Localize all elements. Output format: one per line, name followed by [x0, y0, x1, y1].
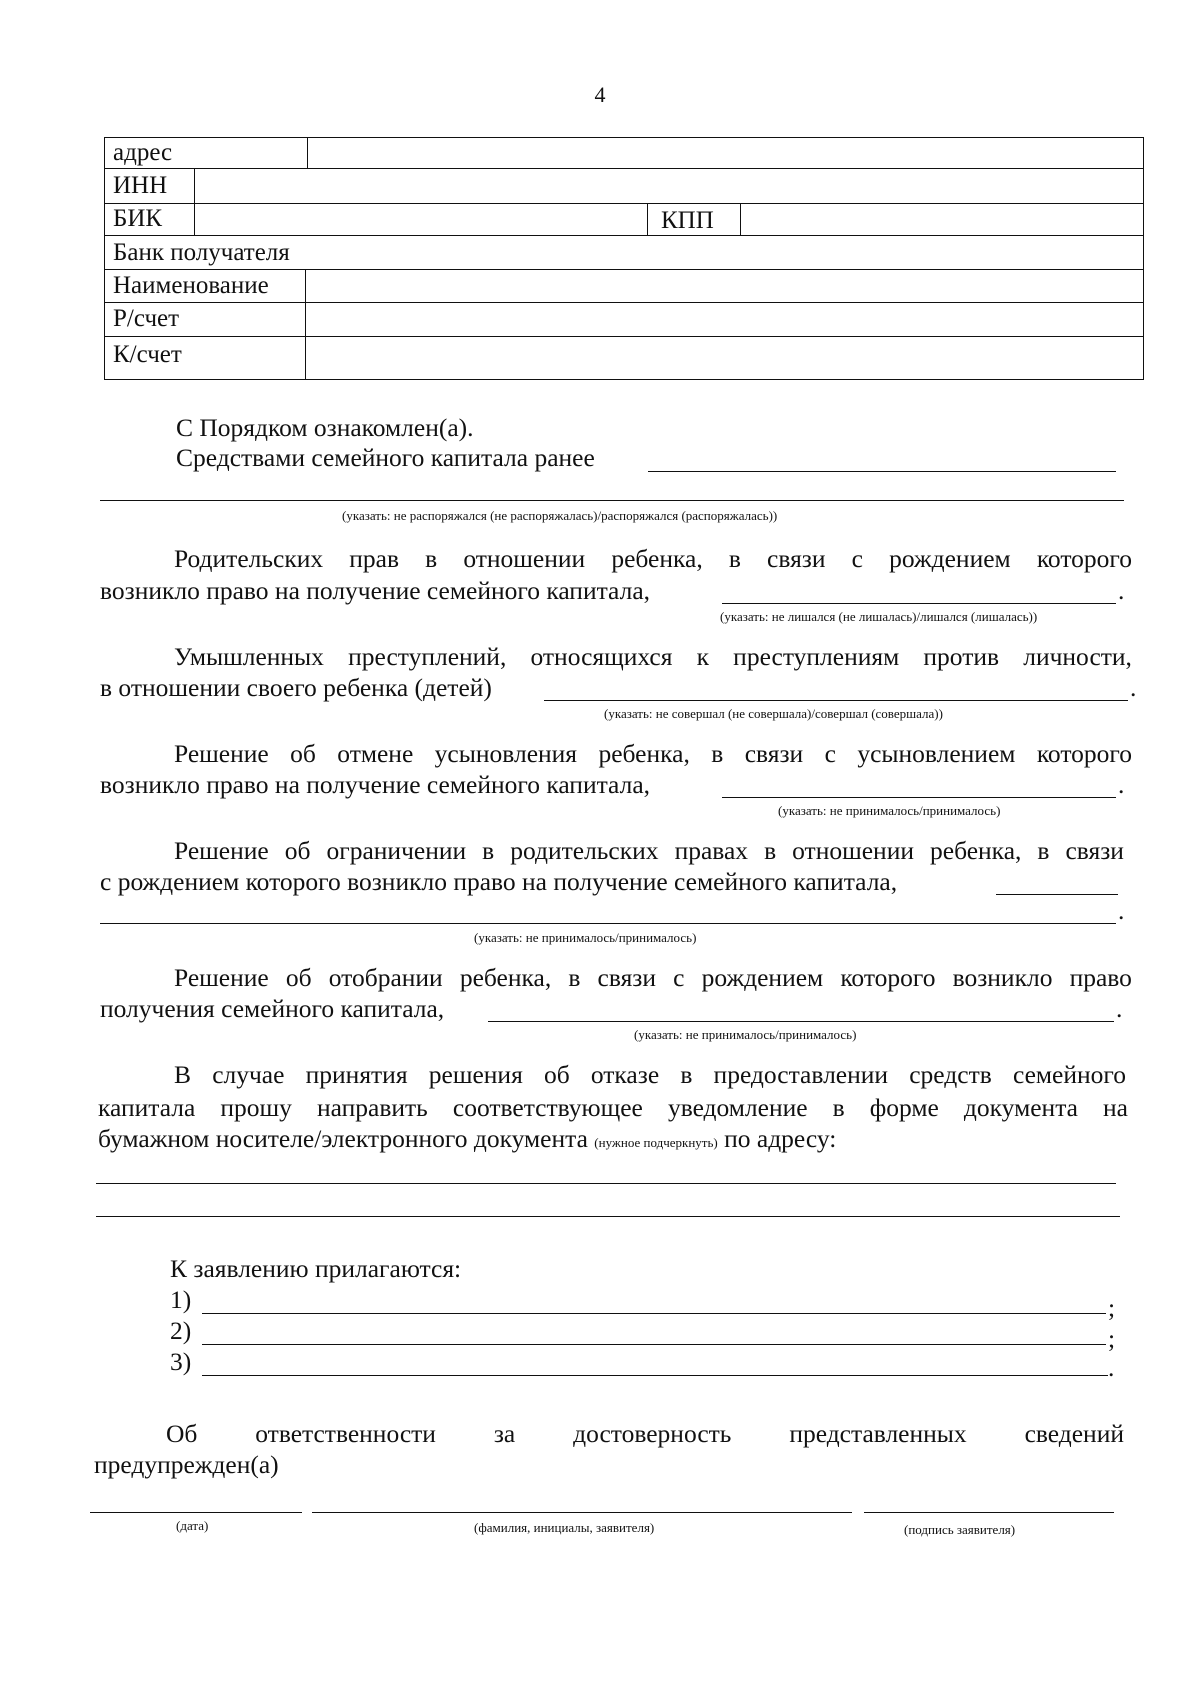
p7-line2: капитала прошу направить соответствующее уведомление в форме документа на	[98, 1093, 1128, 1122]
row-bik	[105, 204, 1143, 236]
p4-line2: возникло право на получение семейного капитала,	[100, 770, 651, 799]
label-kpp: КПП	[661, 207, 714, 234]
label-name: Наименование	[113, 272, 269, 299]
attachment-end-2: ;	[1108, 1324, 1116, 1353]
field-name[interactable]	[307, 270, 1143, 302]
p3-line2: в отношении своего ребенка (детей)	[100, 673, 492, 702]
p1-line1: С Порядком ознакомлен(а).	[176, 413, 474, 442]
p2-line1: Родительских прав в отношении ребенка, в связи с рождением которого	[174, 544, 1132, 573]
date-line[interactable]	[90, 1512, 302, 1513]
p2-dot: .	[1118, 576, 1125, 605]
p4-line1: Решение об отмене усыновления ребенка, в связи с усыновлением которого	[174, 739, 1132, 768]
p6-dot: .	[1116, 994, 1123, 1023]
signature-label: (подпись заявителя)	[904, 1522, 1016, 1537]
field-inn[interactable]	[196, 169, 1143, 203]
address-line-2[interactable]	[96, 1216, 1120, 1217]
p2-line2: возникло право на получение семейного капитала,	[100, 576, 651, 605]
p5-line1: Решение об ограничении в родительских правах в отношении ребенка, в связи	[174, 836, 1124, 865]
p2-answer-line[interactable]	[722, 603, 1116, 604]
p6-line1: Решение об отобрании ребенка, в связи с рождением которого возникло право	[174, 963, 1132, 992]
p3-dot: .	[1130, 673, 1137, 702]
p1-line2: Средствами семейного капитала ранее	[176, 443, 595, 472]
field-rs[interactable]	[307, 303, 1143, 336]
p8-line2: предупрежден(а)	[94, 1450, 279, 1479]
attachment-num-3: 3)	[170, 1347, 192, 1376]
fio-label: (фамилия, инициалы, заявителя)	[474, 1520, 655, 1535]
row-rs	[105, 303, 1143, 337]
p5-answer-line-2[interactable]	[100, 923, 1116, 924]
signature-line[interactable]	[864, 1512, 1114, 1513]
address-line-1[interactable]	[96, 1183, 1116, 1184]
row-ks	[105, 337, 1143, 379]
row-address	[105, 138, 1143, 169]
p5-line2: с рождением которого возникло право на получение семейного капитала,	[100, 867, 898, 896]
p5-hint: (указать: не принималось/принималось)	[474, 930, 697, 945]
p8-line1: Об ответственности за достоверность представленных сведений	[166, 1419, 1124, 1448]
attachments-title: К заявлению прилагаются:	[170, 1254, 462, 1283]
p4-hint: (указать: не принималось/принималось)	[778, 803, 1001, 818]
p7-line3: бумажном носителе/электронного документа (нужное подчеркнуть) по адресу:	[98, 1124, 837, 1153]
p4-answer-line[interactable]	[722, 797, 1116, 798]
label-rs: Р/счет	[113, 305, 180, 332]
attachment-line-2[interactable]	[202, 1344, 1106, 1345]
p4-dot: .	[1118, 770, 1125, 799]
field-ks[interactable]	[307, 337, 1143, 379]
p6-line2: получения семейного капитала,	[100, 994, 445, 1023]
bank-details-table	[104, 137, 1144, 380]
fio-line[interactable]	[312, 1512, 852, 1513]
page-number: 4	[594, 82, 606, 107]
attachment-num-2: 2)	[170, 1316, 192, 1345]
attachment-num-1: 1)	[170, 1285, 192, 1314]
p5-answer-line[interactable]	[996, 894, 1118, 895]
label-bank: Банк получателя	[113, 239, 290, 266]
attachment-line-3[interactable]	[202, 1375, 1108, 1376]
p3-hint: (указать: не совершал (не совершала)/совершал (совершала))	[604, 706, 943, 721]
p1-answer-line[interactable]	[648, 471, 1116, 472]
p6-hint: (указать: не принималось/принималось)	[634, 1027, 857, 1042]
date-label: (дата)	[176, 1518, 209, 1533]
p1-answer-line-2[interactable]	[100, 500, 1124, 501]
p3-line1: Умышленных преступлений, относящихся к преступлениям против личности,	[174, 642, 1132, 671]
label-bik: БИК	[113, 205, 163, 232]
row-name	[105, 270, 1143, 303]
p7-line1: В случае принятия решения об отказе в предоставлении средств семейного	[174, 1060, 1126, 1089]
p6-answer-line[interactable]	[488, 1021, 1114, 1022]
field-bik[interactable]	[196, 204, 646, 235]
row-bank	[105, 236, 1143, 270]
field-address[interactable]	[309, 138, 1143, 168]
label-address: адрес	[113, 139, 173, 166]
p1-hint: (указать: не распоряжался (не распоряжалась)/распоряжался (распоряжалась))	[342, 508, 778, 523]
field-kpp[interactable]	[742, 204, 1143, 235]
p2-hint: (указать: не лишался (не лишалась)/лишался (лишалась))	[720, 609, 1038, 624]
p5-dot: .	[1118, 896, 1125, 925]
attachment-end-3: .	[1108, 1353, 1115, 1382]
attachment-line-1[interactable]	[202, 1313, 1106, 1314]
label-inn: ИНН	[113, 172, 168, 199]
p3-answer-line[interactable]	[544, 700, 1128, 701]
row-inn	[105, 169, 1143, 204]
label-ks: К/счет	[113, 341, 182, 368]
attachment-end-1: ;	[1108, 1293, 1116, 1322]
